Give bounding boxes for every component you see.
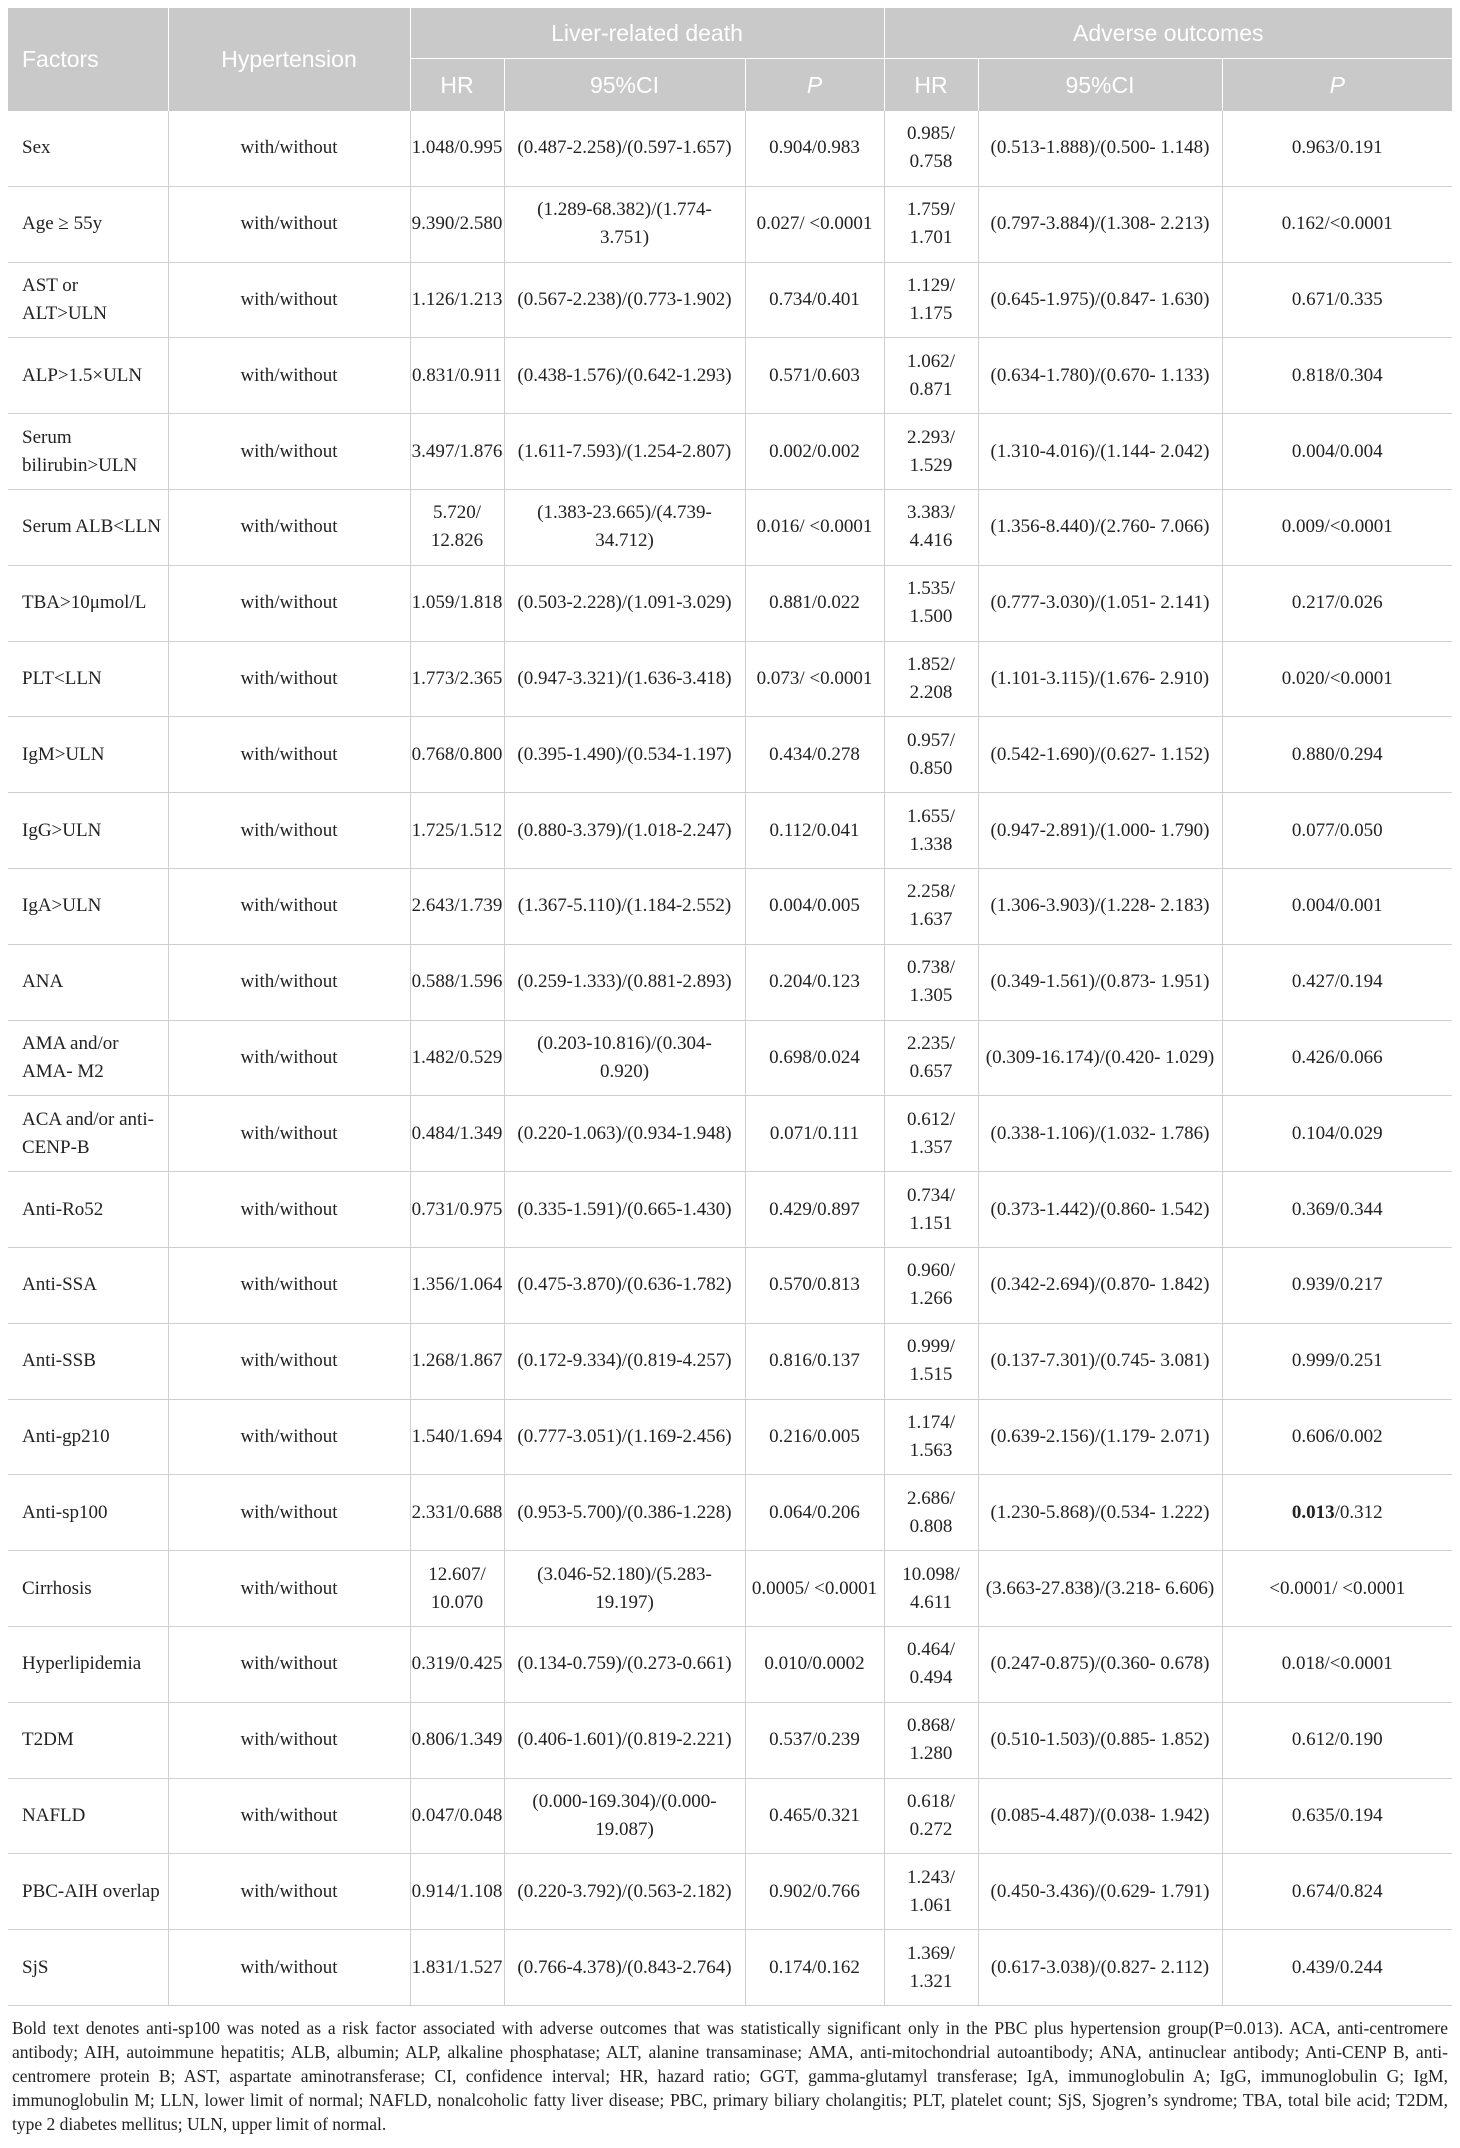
hr-adverse-cell: 0.985/ 0.758 xyxy=(884,111,978,186)
hr-liver-cell: 1.356/1.064 xyxy=(410,1247,504,1323)
table-row xyxy=(8,565,1452,641)
p-liver-cell: 0.537/0.239 xyxy=(745,1702,884,1778)
group-header-adverse-outcomes: Adverse outcomes xyxy=(884,8,1452,59)
ci-adverse-cell: (0.342-2.694)/(0.870- 1.842) xyxy=(978,1247,1222,1323)
ci-liver-cell: (0.475-3.870)/(0.636-1.782) xyxy=(504,1247,745,1323)
factor-cell: Serum bilirubin>ULN xyxy=(8,414,168,490)
p-liver-cell: 0.0005/ <0.0001 xyxy=(745,1551,884,1627)
ci-liver-cell: (0.172-9.334)/(0.819-4.257) xyxy=(504,1323,745,1399)
p-adverse-cell: 0.369/0.344 xyxy=(1222,1172,1452,1248)
hr-adverse-cell: 1.243/ 1.061 xyxy=(884,1854,978,1930)
col-header-hr-1: HR xyxy=(410,59,504,112)
p-value-rest: /0.312 xyxy=(1334,1501,1383,1523)
hypertension-cell: with/without xyxy=(168,717,410,793)
table-row xyxy=(8,111,1452,186)
p-liver-cell: 0.816/0.137 xyxy=(745,1323,884,1399)
p-adverse-cell: 0.077/0.050 xyxy=(1222,793,1452,869)
ci-liver-cell: (0.880-3.379)/(1.018-2.247) xyxy=(504,793,745,869)
ci-liver-cell: (1.289-68.382)/(1.774- 3.751) xyxy=(504,186,745,262)
hr-liver-cell: 2.643/1.739 xyxy=(410,868,504,944)
col-header-hypertension: Hypertension xyxy=(168,8,410,111)
ci-adverse-cell: (0.797-3.884)/(1.308- 2.213) xyxy=(978,186,1222,262)
p-adverse-cell: 0.004/0.001 xyxy=(1222,868,1452,944)
ci-adverse-cell: (0.513-1.888)/(0.500- 1.148) xyxy=(978,111,1222,186)
ci-liver-cell: (0.335-1.591)/(0.665-1.430) xyxy=(504,1172,745,1248)
ci-liver-cell: (0.777-3.051)/(1.169-2.456) xyxy=(504,1399,745,1475)
p-liver-cell: 0.429/0.897 xyxy=(745,1172,884,1248)
p-liver-cell: 0.216/0.005 xyxy=(745,1399,884,1475)
hypertension-cell: with/without xyxy=(168,338,410,414)
table-row xyxy=(8,793,1452,869)
factor-cell: Anti-gp210 xyxy=(8,1399,168,1475)
p-adverse-cell: 0.612/0.190 xyxy=(1222,1702,1452,1778)
p-liver-cell: 0.734/0.401 xyxy=(745,262,884,338)
factor-cell: IgM>ULN xyxy=(8,717,168,793)
ci-adverse-cell: (0.349-1.561)/(0.873- 1.951) xyxy=(978,944,1222,1020)
ci-adverse-cell: (0.373-1.442)/(0.860- 1.542) xyxy=(978,1172,1222,1248)
hypertension-cell: with/without xyxy=(168,186,410,262)
hr-adverse-cell: 0.738/ 1.305 xyxy=(884,944,978,1020)
table-row xyxy=(8,414,1452,490)
hypertension-cell: with/without xyxy=(168,1702,410,1778)
factor-cell: ANA xyxy=(8,944,168,1020)
p-adverse-cell: 0.635/0.194 xyxy=(1222,1778,1452,1854)
factor-cell: ACA and/or anti- CENP-B xyxy=(8,1096,168,1172)
ci-adverse-cell: (0.450-3.436)/(0.629- 1.791) xyxy=(978,1854,1222,1930)
ci-liver-cell: (0.395-1.490)/(0.534-1.197) xyxy=(504,717,745,793)
ci-liver-cell: (0.134-0.759)/(0.273-0.661) xyxy=(504,1626,745,1702)
hr-adverse-cell: 2.293/ 1.529 xyxy=(884,414,978,490)
table-row xyxy=(8,1475,1452,1551)
p-liver-cell: 0.698/0.024 xyxy=(745,1020,884,1096)
table-footnote: Bold text denotes anti-sp100 was noted as a risk factor associated with adverse outcomes that was statistically significant only in the PBC plus hypertension group(P=0.013). ACA, anti-centromere antibody; AIH, autoimmune hepatitis; ALB, albumin; ALP, alkaline phosphatase; ALT, alanine transaminase; AMA, anti-mitochondrial autoantibody; ANA, antinuclear antibody; Anti-CENP B, anti-centromere protein B; AST, aspartate aminotransferase; CI, confidence interval; HR, hazard ratio; GGT, gamma-glutamyl transferase; IgA, immunoglobulin A; IgG, immunoglobulin G; IgM, immunoglobulin M; LLN, lower limit of normal; NAFLD, nonalcoholic fatty liver disease; PBC, primary biliary cholangitis; PLT, platelet count; SjS, Sjogren’s syndrome; TBA, total bile acid; T2DM, type 2 diabetes mellitus; ULN, upper limit of normal. xyxy=(12,2017,1448,2134)
factor-cell: SjS xyxy=(8,1930,168,2006)
hr-liver-cell: 1.059/1.818 xyxy=(410,565,504,641)
p-adverse-cell: 0.162/<0.0001 xyxy=(1222,186,1452,262)
table-row xyxy=(8,717,1452,793)
table-row xyxy=(8,338,1452,414)
hr-liver-cell: 0.047/0.048 xyxy=(410,1778,504,1854)
factor-cell: Cirrhosis xyxy=(8,1551,168,1627)
hr-adverse-cell: 1.655/ 1.338 xyxy=(884,793,978,869)
factor-cell: Anti-SSB xyxy=(8,1323,168,1399)
hr-liver-cell: 0.831/0.911 xyxy=(410,338,504,414)
ci-adverse-cell: (0.947-2.891)/(1.000- 1.790) xyxy=(978,793,1222,869)
hr-liver-cell: 0.588/1.596 xyxy=(410,944,504,1020)
ci-adverse-cell: (0.309-16.174)/(0.420- 1.029) xyxy=(978,1020,1222,1096)
ci-liver-cell: (0.259-1.333)/(0.881-2.893) xyxy=(504,944,745,1020)
ci-adverse-cell: (0.137-7.301)/(0.745- 3.081) xyxy=(978,1323,1222,1399)
hypertension-cell: with/without xyxy=(168,1930,410,2006)
factor-cell: Sex xyxy=(8,111,168,186)
ci-liver-cell: (0.220-3.792)/(0.563-2.182) xyxy=(504,1854,745,1930)
p-adverse-cell: 0.217/0.026 xyxy=(1222,565,1452,641)
ci-adverse-cell: (0.247-0.875)/(0.360- 0.678) xyxy=(978,1626,1222,1702)
ci-adverse-cell: (0.777-3.030)/(1.051- 2.141) xyxy=(978,565,1222,641)
table-row xyxy=(8,1626,1452,1702)
hr-adverse-cell: 1.852/ 2.208 xyxy=(884,641,978,717)
hr-adverse-cell: 1.369/ 1.321 xyxy=(884,1930,978,2006)
ci-adverse-cell: (1.356-8.440)/(2.760- 7.066) xyxy=(978,489,1222,565)
p-liver-cell: 0.904/0.983 xyxy=(745,111,884,186)
table-row xyxy=(8,868,1452,944)
hr-adverse-cell: 1.129/ 1.175 xyxy=(884,262,978,338)
hr-liver-cell: 1.773/2.365 xyxy=(410,641,504,717)
p-adverse-cell: 0.004/0.004 xyxy=(1222,414,1452,490)
p-adverse-cell: 0.999/0.251 xyxy=(1222,1323,1452,1399)
factor-cell: NAFLD xyxy=(8,1778,168,1854)
p-adverse-cell: 0.009/<0.0001 xyxy=(1222,489,1452,565)
table-row xyxy=(8,1247,1452,1323)
hypertension-cell: with/without xyxy=(168,414,410,490)
table-row xyxy=(8,1096,1452,1172)
p-adverse-cell: 0.426/0.066 xyxy=(1222,1020,1452,1096)
p-liver-cell: 0.027/ <0.0001 xyxy=(745,186,884,262)
ci-liver-cell: (0.220-1.063)/(0.934-1.948) xyxy=(504,1096,745,1172)
table-row xyxy=(8,1323,1452,1399)
ci-adverse-cell: (0.639-2.156)/(1.179- 2.071) xyxy=(978,1399,1222,1475)
hypertension-cell: with/without xyxy=(168,1323,410,1399)
hr-liver-cell: 0.484/1.349 xyxy=(410,1096,504,1172)
col-header-ci-1: 95%CI xyxy=(504,59,745,112)
hr-adverse-cell: 0.734/ 1.151 xyxy=(884,1172,978,1248)
p-liver-cell: 0.174/0.162 xyxy=(745,1930,884,2006)
hypertension-cell: with/without xyxy=(168,1778,410,1854)
hypertension-cell: with/without xyxy=(168,868,410,944)
ci-adverse-cell: (3.663-27.838)/(3.218- 6.606) xyxy=(978,1551,1222,1627)
ci-adverse-cell: (1.230-5.868)/(0.534- 1.222) xyxy=(978,1475,1222,1551)
hr-adverse-cell: 10.098/ 4.611 xyxy=(884,1551,978,1627)
ci-liver-cell: (0.947-3.321)/(1.636-3.418) xyxy=(504,641,745,717)
factor-cell: Anti-Ro52 xyxy=(8,1172,168,1248)
hr-liver-cell: 1.540/1.694 xyxy=(410,1399,504,1475)
p-liver-cell: 0.465/0.321 xyxy=(745,1778,884,1854)
p-adverse-cell: 0.818/0.304 xyxy=(1222,338,1452,414)
factor-cell: IgA>ULN xyxy=(8,868,168,944)
results-table xyxy=(8,8,1452,2006)
ci-liver-cell: (3.046-52.180)/(5.283- 19.197) xyxy=(504,1551,745,1627)
factor-cell: IgG>ULN xyxy=(8,793,168,869)
hr-liver-cell: 1.482/0.529 xyxy=(410,1020,504,1096)
hypertension-cell: with/without xyxy=(168,111,410,186)
ci-adverse-cell: (0.617-3.038)/(0.827- 2.112) xyxy=(978,1930,1222,2006)
hr-adverse-cell: 1.759/ 1.701 xyxy=(884,186,978,262)
p-adverse-cell: 0.963/0.191 xyxy=(1222,111,1452,186)
p-liver-cell: 0.073/ <0.0001 xyxy=(745,641,884,717)
hr-liver-cell: 12.607/ 10.070 xyxy=(410,1551,504,1627)
p-liver-cell: 0.902/0.766 xyxy=(745,1854,884,1930)
hypertension-cell: with/without xyxy=(168,1399,410,1475)
p-adverse-cell: 0.018/<0.0001 xyxy=(1222,1626,1452,1702)
col-header-p-2: P xyxy=(1222,59,1452,112)
factor-cell: T2DM xyxy=(8,1702,168,1778)
ci-liver-cell: (1.611-7.593)/(1.254-2.807) xyxy=(504,414,745,490)
hr-adverse-cell: 0.464/ 0.494 xyxy=(884,1626,978,1702)
p-adverse-cell: 0.880/0.294 xyxy=(1222,717,1452,793)
p-liver-cell: 0.571/0.603 xyxy=(745,338,884,414)
p-adverse-cell: 0.606/0.002 xyxy=(1222,1399,1452,1475)
factor-cell: TBA>10μmol/L xyxy=(8,565,168,641)
hypertension-cell: with/without xyxy=(168,1247,410,1323)
table-row xyxy=(8,1930,1452,2006)
table-row xyxy=(8,186,1452,262)
hr-adverse-cell: 0.868/ 1.280 xyxy=(884,1702,978,1778)
p-adverse-cell: <0.0001/ <0.0001 xyxy=(1222,1551,1452,1627)
ci-liver-cell: (0.953-5.700)/(0.386-1.228) xyxy=(504,1475,745,1551)
hypertension-cell: with/without xyxy=(168,641,410,717)
hypertension-cell: with/without xyxy=(168,1854,410,1930)
hr-liver-cell: 0.319/0.425 xyxy=(410,1626,504,1702)
p-liver-cell: 0.016/ <0.0001 xyxy=(745,489,884,565)
table-row xyxy=(8,1854,1452,1930)
table-row xyxy=(8,641,1452,717)
ci-liver-cell: (0.438-1.576)/(0.642-1.293) xyxy=(504,338,745,414)
ci-liver-cell: (0.487-2.258)/(0.597-1.657) xyxy=(504,111,745,186)
factor-cell: Age ≥ 55y xyxy=(8,186,168,262)
col-header-ci-2: 95%CI xyxy=(978,59,1222,112)
factor-cell: PLT<LLN xyxy=(8,641,168,717)
hr-liver-cell: 2.331/0.688 xyxy=(410,1475,504,1551)
hypertension-cell: with/without xyxy=(168,565,410,641)
table-row xyxy=(8,1399,1452,1475)
p-liver-cell: 0.570/0.813 xyxy=(745,1247,884,1323)
hr-adverse-cell: 0.612/ 1.357 xyxy=(884,1096,978,1172)
ci-adverse-cell: (0.542-1.690)/(0.627- 1.152) xyxy=(978,717,1222,793)
hypertension-cell: with/without xyxy=(168,1626,410,1702)
p-liver-cell: 0.204/0.123 xyxy=(745,944,884,1020)
hr-adverse-cell: 1.535/ 1.500 xyxy=(884,565,978,641)
hr-liver-cell: 0.768/0.800 xyxy=(410,717,504,793)
table-row xyxy=(8,1551,1452,1627)
p-adverse-cell: 0.674/0.824 xyxy=(1222,1854,1452,1930)
hr-liver-cell: 1.048/0.995 xyxy=(410,111,504,186)
ci-liver-cell: (0.000-169.304)/(0.000- 19.087) xyxy=(504,1778,745,1854)
hr-adverse-cell: 3.383/ 4.416 xyxy=(884,489,978,565)
p-adverse-cell: 0.104/0.029 xyxy=(1222,1096,1452,1172)
hr-liver-cell: 1.725/1.512 xyxy=(410,793,504,869)
ci-adverse-cell: (1.310-4.016)/(1.144- 2.042) xyxy=(978,414,1222,490)
hr-adverse-cell: 0.999/ 1.515 xyxy=(884,1323,978,1399)
hypertension-cell: with/without xyxy=(168,944,410,1020)
p-liver-cell: 0.010/0.0002 xyxy=(745,1626,884,1702)
ci-adverse-cell: (0.634-1.780)/(0.670- 1.133) xyxy=(978,338,1222,414)
table-page xyxy=(8,8,1452,2136)
p-adverse-cell: 0.020/<0.0001 xyxy=(1222,641,1452,717)
table-row xyxy=(8,1172,1452,1248)
factor-cell: Anti-sp100 xyxy=(8,1475,168,1551)
hr-adverse-cell: 2.258/ 1.637 xyxy=(884,868,978,944)
factor-cell: AMA and/or AMA- M2 xyxy=(8,1020,168,1096)
p-adverse-cell xyxy=(1222,1475,1452,1551)
p-adverse-cell: 0.671/0.335 xyxy=(1222,262,1452,338)
p-liver-cell: 0.064/0.206 xyxy=(745,1475,884,1551)
ci-liver-cell: (1.367-5.110)/(1.184-2.552) xyxy=(504,868,745,944)
p-liver-cell: 0.881/0.022 xyxy=(745,565,884,641)
hr-liver-cell: 3.497/1.876 xyxy=(410,414,504,490)
factor-cell: AST or ALT>ULN xyxy=(8,262,168,338)
col-header-p-1: P xyxy=(745,59,884,112)
p-liver-cell: 0.004/0.005 xyxy=(745,868,884,944)
ci-liver-cell: (0.203-10.816)/(0.304- 0.920) xyxy=(504,1020,745,1096)
hr-liver-cell: 1.268/1.867 xyxy=(410,1323,504,1399)
hypertension-cell: with/without xyxy=(168,793,410,869)
hypertension-cell: with/without xyxy=(168,1020,410,1096)
factor-cell: Hyperlipidemia xyxy=(8,1626,168,1702)
hypertension-cell: with/without xyxy=(168,1475,410,1551)
hr-liver-cell: 5.720/ 12.826 xyxy=(410,489,504,565)
hr-adverse-cell: 1.174/ 1.563 xyxy=(884,1399,978,1475)
p-adverse-cell: 0.439/0.244 xyxy=(1222,1930,1452,2006)
ci-liver-cell: (0.766-4.378)/(0.843-2.764) xyxy=(504,1930,745,2006)
hypertension-cell: with/without xyxy=(168,262,410,338)
ci-adverse-cell: (0.338-1.106)/(1.032- 1.786) xyxy=(978,1096,1222,1172)
p-liver-cell: 0.434/0.278 xyxy=(745,717,884,793)
ci-adverse-cell: (0.645-1.975)/(0.847- 1.630) xyxy=(978,262,1222,338)
table-row xyxy=(8,1778,1452,1854)
factor-cell: ALP>1.5×ULN xyxy=(8,338,168,414)
hypertension-cell: with/without xyxy=(168,489,410,565)
significant-p-value: 0.013 xyxy=(1291,1501,1335,1523)
ci-liver-cell: (0.567-2.238)/(0.773-1.902) xyxy=(504,262,745,338)
col-header-hr-2: HR xyxy=(884,59,978,112)
hypertension-cell: with/without xyxy=(168,1551,410,1627)
ci-liver-cell: (0.406-1.601)/(0.819-2.221) xyxy=(504,1702,745,1778)
hr-liver-cell: 0.914/1.108 xyxy=(410,1854,504,1930)
col-header-factors: Factors xyxy=(8,8,168,111)
hr-liver-cell: 9.390/2.580 xyxy=(410,186,504,262)
hr-liver-cell: 1.831/1.527 xyxy=(410,1930,504,2006)
hr-liver-cell: 0.731/0.975 xyxy=(410,1172,504,1248)
table-row xyxy=(8,1702,1452,1778)
p-liver-cell: 0.112/0.041 xyxy=(745,793,884,869)
table-row xyxy=(8,1020,1452,1096)
factor-cell: PBC-AIH overlap xyxy=(8,1854,168,1930)
ci-adverse-cell: (0.510-1.503)/(0.885- 1.852) xyxy=(978,1702,1222,1778)
ci-liver-cell: (1.383-23.665)/(4.739- 34.712) xyxy=(504,489,745,565)
hr-adverse-cell: 0.957/ 0.850 xyxy=(884,717,978,793)
table-row xyxy=(8,944,1452,1020)
p-adverse-cell: 0.939/0.217 xyxy=(1222,1247,1452,1323)
table-row xyxy=(8,489,1452,565)
hr-liver-cell: 0.806/1.349 xyxy=(410,1702,504,1778)
table-row xyxy=(8,262,1452,338)
p-liver-cell: 0.002/0.002 xyxy=(745,414,884,490)
hr-liver-cell: 1.126/1.213 xyxy=(410,262,504,338)
hypertension-cell: with/without xyxy=(168,1096,410,1172)
ci-adverse-cell: (0.085-4.487)/(0.038- 1.942) xyxy=(978,1778,1222,1854)
factor-cell: Serum ALB<LLN xyxy=(8,489,168,565)
hr-adverse-cell: 2.235/ 0.657 xyxy=(884,1020,978,1096)
p-adverse-cell: 0.427/0.194 xyxy=(1222,944,1452,1020)
hr-adverse-cell: 1.062/ 0.871 xyxy=(884,338,978,414)
p-liver-cell: 0.071/0.111 xyxy=(745,1096,884,1172)
hypertension-cell: with/without xyxy=(168,1172,410,1248)
factor-cell: Anti-SSA xyxy=(8,1247,168,1323)
hr-adverse-cell: 2.686/ 0.808 xyxy=(884,1475,978,1551)
group-header-liver-related-death: Liver-related death xyxy=(410,8,884,59)
hr-adverse-cell: 0.960/ 1.266 xyxy=(884,1247,978,1323)
hr-adverse-cell: 0.618/ 0.272 xyxy=(884,1778,978,1854)
ci-liver-cell: (0.503-2.228)/(1.091-3.029) xyxy=(504,565,745,641)
ci-adverse-cell: (1.306-3.903)/(1.228- 2.183) xyxy=(978,868,1222,944)
ci-adverse-cell: (1.101-3.115)/(1.676- 2.910) xyxy=(978,641,1222,717)
